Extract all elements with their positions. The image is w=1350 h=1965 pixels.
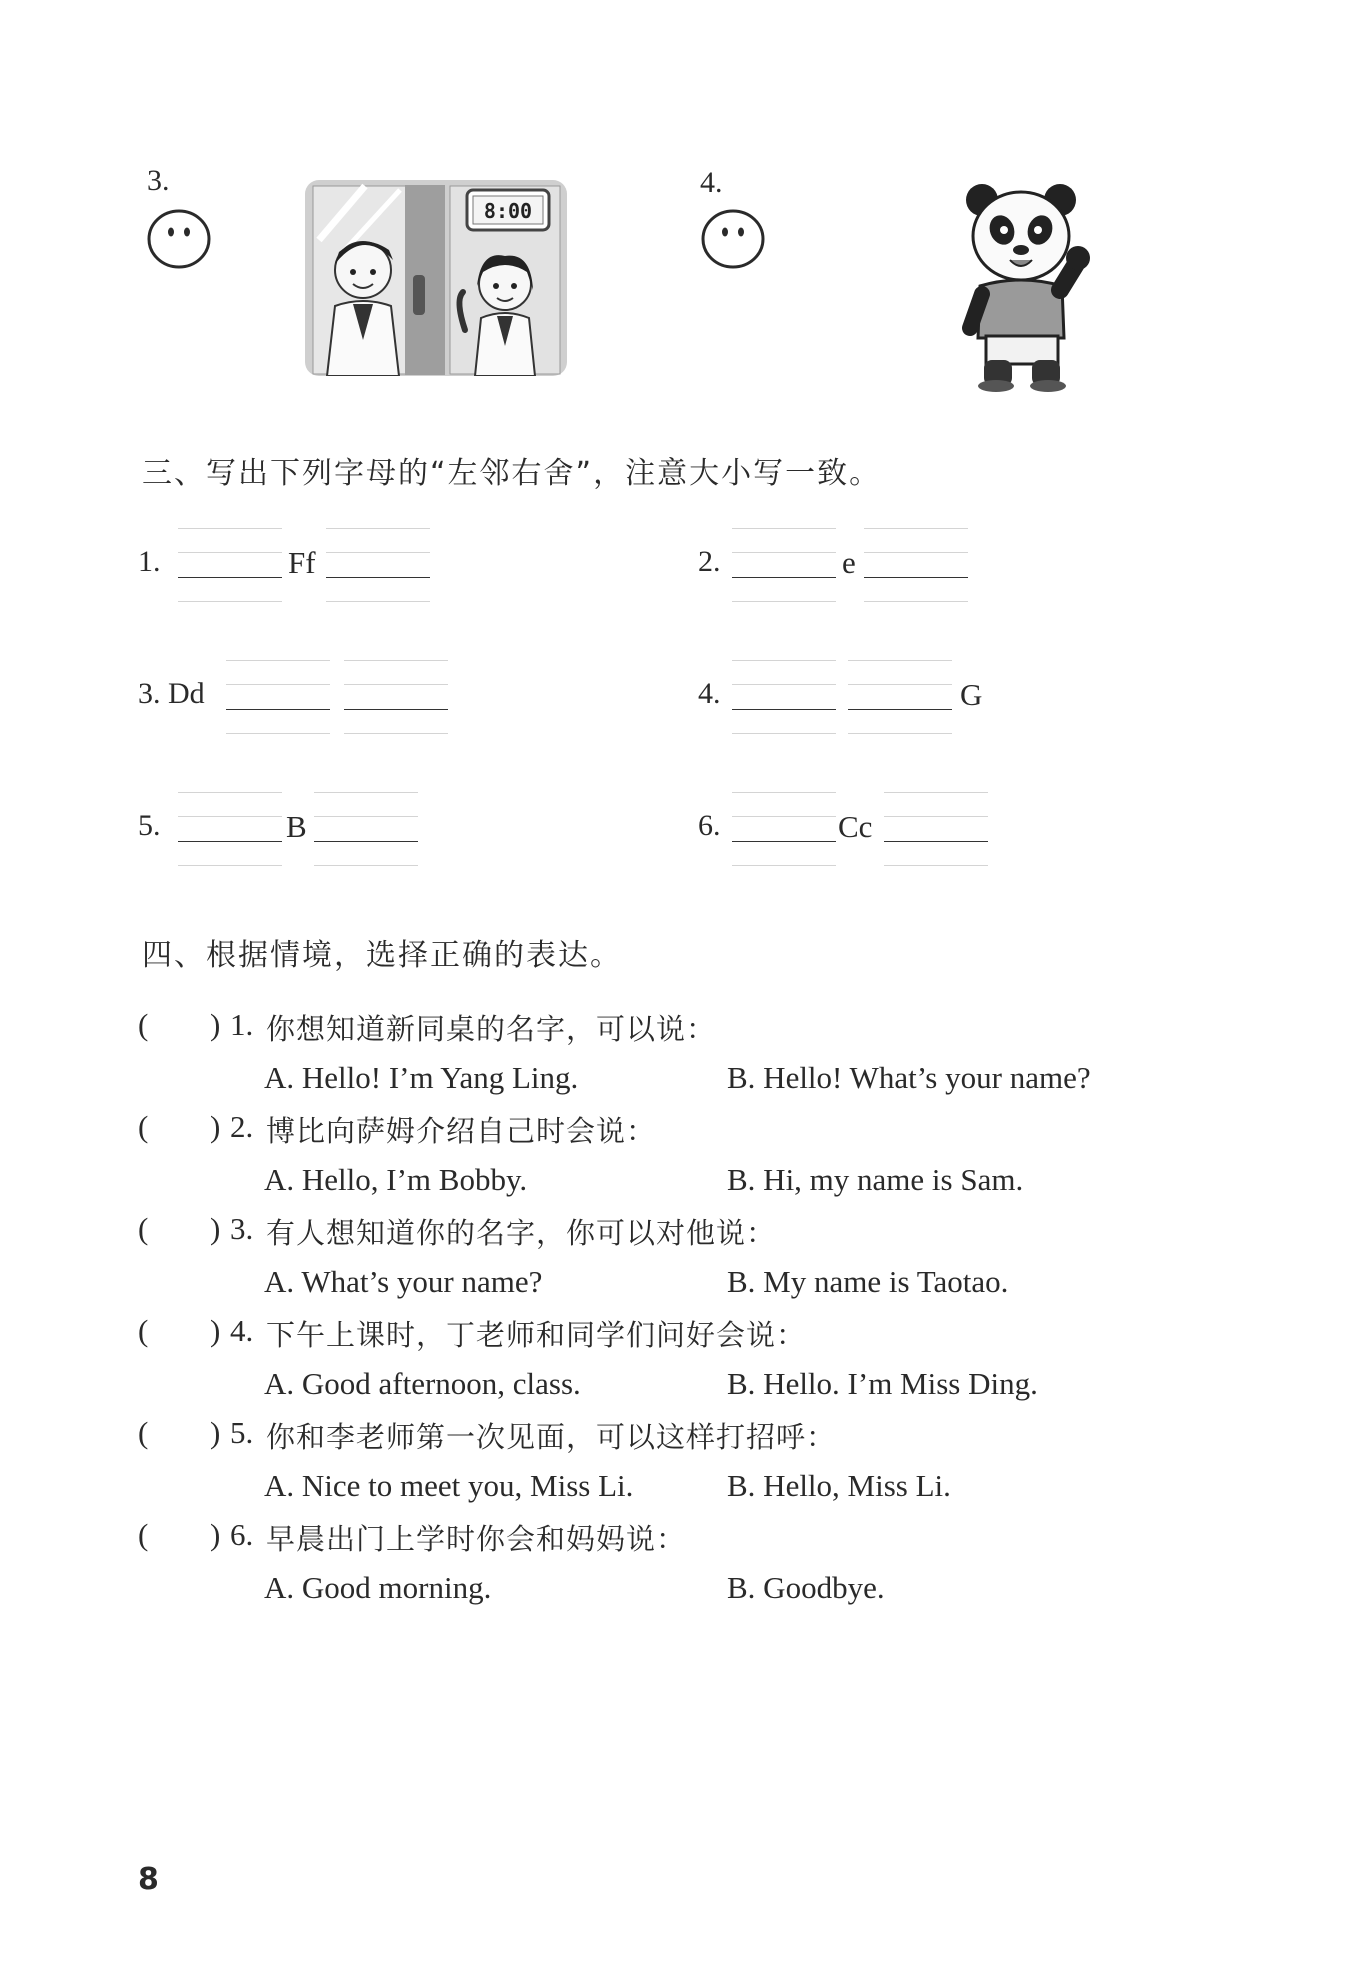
given-letter: e: [842, 545, 856, 580]
given-letter: B: [286, 809, 307, 844]
option-a: A. Good afternoon, class.: [264, 1366, 581, 1401]
answer-lines[interactable]: [884, 784, 988, 866]
answer-paren-close: ): [210, 1007, 221, 1042]
answer-paren-close: ): [210, 1517, 221, 1552]
question-text: 你想知道新同桌的名字，可以说：: [266, 1012, 717, 1046]
letter-row-2: [698, 520, 998, 630]
question-2: [138, 1109, 1238, 1155]
answer-paren-open[interactable]: (: [138, 1517, 149, 1552]
row-label: 1.: [138, 545, 161, 578]
row-label: 4.: [698, 677, 721, 710]
row-label: 5.: [138, 809, 161, 842]
answer-lines[interactable]: [732, 784, 836, 866]
answer-paren-open[interactable]: (: [138, 1313, 149, 1348]
question-number: 6.: [230, 1517, 254, 1552]
question-text: 博比向萨姆介绍自己时会说：: [266, 1114, 657, 1148]
option-a: A. What’s your name?: [264, 1264, 543, 1299]
letter-row-6: [698, 784, 1008, 894]
letter-row-4: [698, 652, 1008, 762]
answer-lines[interactable]: [314, 784, 418, 866]
students-greeting-illustration: [305, 180, 567, 376]
answer-lines[interactable]: [732, 520, 836, 602]
option-b: B. Hello! What’s your name?: [727, 1060, 1091, 1095]
answer-lines[interactable]: [864, 520, 968, 602]
answer-paren-close: ): [210, 1109, 221, 1144]
answer-paren-open[interactable]: (: [138, 1211, 149, 1246]
question-number: 5.: [230, 1415, 254, 1450]
letter-row-1: [138, 520, 458, 630]
item-4-number: 4.: [700, 166, 723, 199]
answer-lines[interactable]: [178, 520, 282, 602]
answer-paren-close: ): [210, 1211, 221, 1246]
question-text: 下午上课时，丁老师和同学们问好会说：: [266, 1318, 807, 1352]
question-4: [138, 1313, 1238, 1359]
clock-time: 8:00: [483, 199, 533, 223]
section-3-heading: 三、写出下列字母的“左邻右舍”，注意大小写一致。: [142, 456, 882, 491]
option-a: A. Good morning.: [264, 1570, 492, 1605]
answer-paren-open[interactable]: (: [138, 1415, 149, 1450]
panda-waving-illustration: [960, 178, 1090, 392]
question-3: [138, 1211, 1238, 1257]
answer-lines[interactable]: [226, 652, 330, 734]
given-letter: G: [960, 677, 983, 712]
answer-lines[interactable]: [848, 652, 952, 734]
letter-row-5: [138, 784, 458, 894]
question-5: [138, 1415, 1238, 1461]
option-a: A. Hello! I’m Yang Ling.: [264, 1060, 579, 1095]
section-4-heading: 四、根据情境，选择正确的表达。: [142, 938, 622, 973]
question-number: 3.: [230, 1211, 254, 1246]
question-text: 早晨出门上学时你会和妈妈说：: [266, 1522, 687, 1556]
answer-lines[interactable]: [178, 784, 282, 866]
answer-paren-open[interactable]: (: [138, 1007, 149, 1042]
option-b: B. Hello. I’m Miss Ding.: [727, 1366, 1038, 1401]
item-3-number: 3.: [147, 164, 170, 197]
option-b: B. My name is Taotao.: [727, 1264, 1009, 1299]
answer-lines[interactable]: [326, 520, 430, 602]
answer-paren-open[interactable]: (: [138, 1109, 149, 1144]
row-label: 2.: [698, 545, 721, 578]
answer-lines[interactable]: [344, 652, 448, 734]
row-label: 6.: [698, 809, 721, 842]
answer-paren-close: ): [210, 1313, 221, 1348]
question-6: [138, 1517, 1238, 1563]
letter-row-3: [138, 652, 458, 762]
smiley-face-icon[interactable]: [146, 208, 212, 270]
smiley-face-icon[interactable]: [700, 208, 766, 270]
answer-lines[interactable]: [732, 652, 836, 734]
question-number: 4.: [230, 1313, 254, 1348]
question-number: 1.: [230, 1007, 254, 1042]
row-label: 3. Dd: [138, 677, 205, 710]
given-letter: Cc: [838, 809, 873, 844]
question-text: 有人想知道你的名字，你可以对他说：: [266, 1216, 777, 1250]
option-b: B. Hello, Miss Li.: [727, 1468, 951, 1503]
page-number: 8: [138, 1862, 159, 1897]
option-b: B. Hi, my name is Sam.: [727, 1162, 1024, 1197]
option-a: A. Nice to meet you, Miss Li.: [264, 1468, 634, 1503]
question-text: 你和李老师第一次见面，可以这样打招呼：: [266, 1420, 837, 1454]
given-letter: Ff: [288, 545, 316, 580]
question-number: 2.: [230, 1109, 254, 1144]
question-1: [138, 1007, 1238, 1053]
option-a: A. Hello, I’m Bobby.: [264, 1162, 528, 1197]
option-b: B. Goodbye.: [727, 1570, 885, 1605]
answer-paren-close: ): [210, 1415, 221, 1450]
